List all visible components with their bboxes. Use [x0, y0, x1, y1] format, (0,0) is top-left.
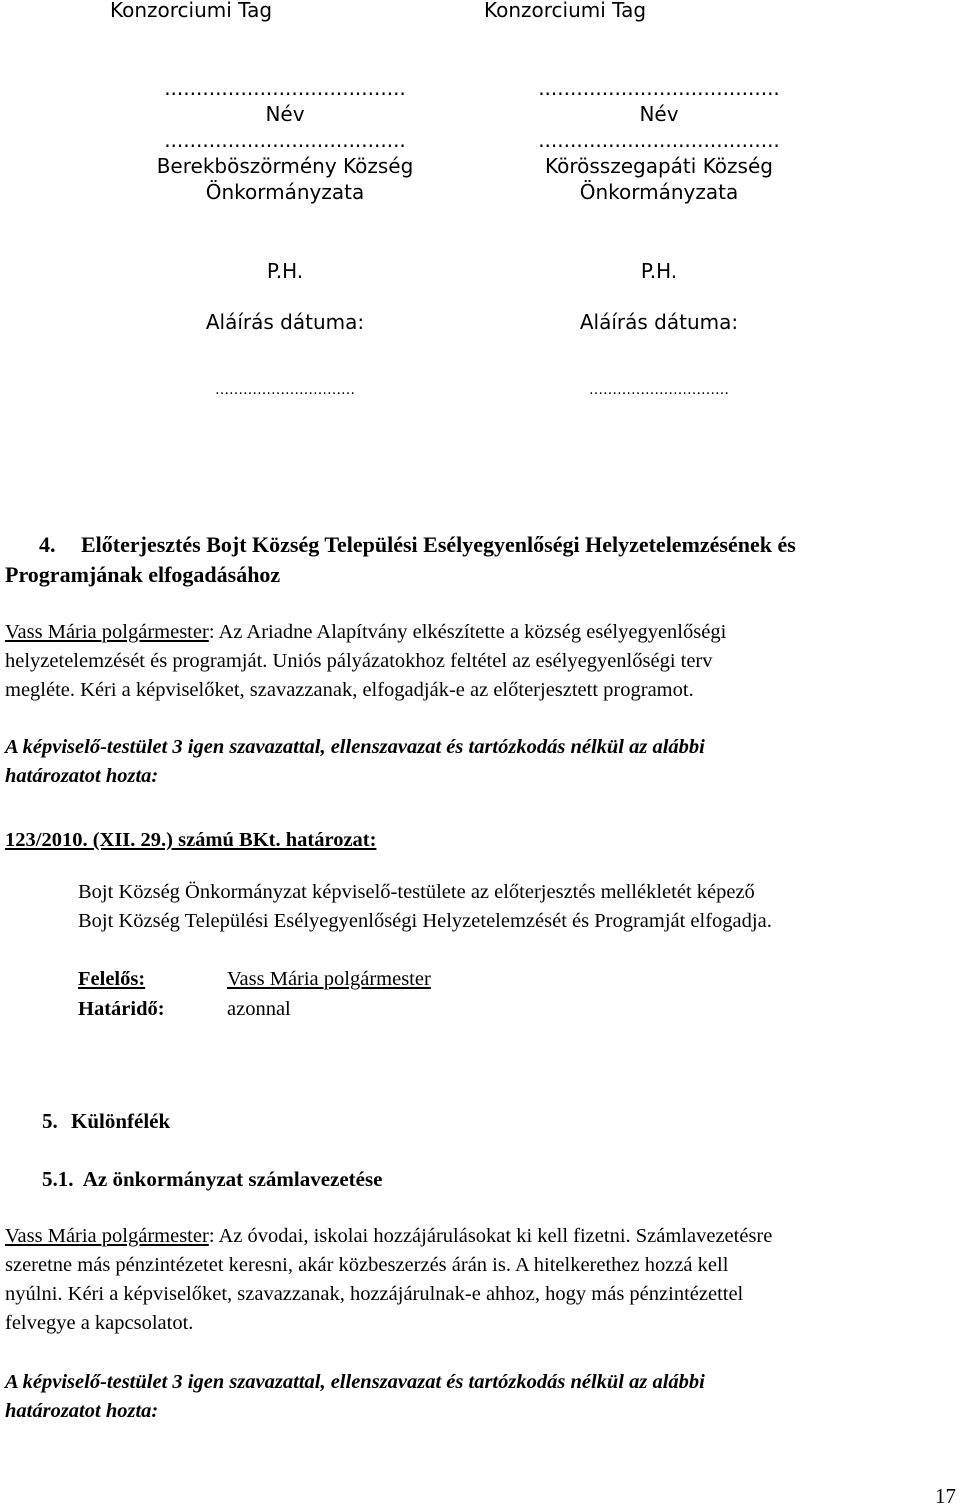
item5-speech-line4: felvegye a kapcsolatot. — [5, 1312, 194, 1334]
item5-number: 5. — [42, 1109, 58, 1133]
item4-vote-line1: A képviselő-testület 3 igen szavazattal, ellenszavazat és tartózkodás nélkül az alábbi — [5, 736, 705, 758]
signature-heading-left: Konzorciumi Tag — [110, 0, 273, 22]
item4-speech-line1: : Az Ariadne Alapítvány elkészítette a község esélyegyenlőségi — [208, 621, 727, 643]
item4-speech-line3: megléte. Kéri a képviselőket, szavazzanak, elfogadják-e az előterjesztett programot. — [5, 679, 694, 701]
signature-date-label: Aláírás dátuma: — [579, 310, 739, 334]
item5-1-title: Az önkormányzat számlavezetése — [82, 1167, 383, 1191]
item4-speech-line2: helyzetelemzését és programját. Uniós pályázatokhoz feltétel az esélyegyenlőségi terv — [5, 650, 713, 672]
item4-title-line2: Programjának elfogadásához — [5, 562, 281, 587]
org-dots: ...................................... — [164, 128, 406, 152]
page-number: 17 — [935, 1484, 956, 1508]
signature-date-label: Aláírás dátuma: — [205, 310, 365, 334]
org-name-line2: Önkormányzata — [205, 180, 365, 204]
deadline-value: azonnal — [227, 998, 291, 1020]
stamp-place: P.H. — [266, 259, 304, 283]
org-name-line2: Önkormányzata — [579, 180, 739, 204]
signature-date-dots: ………………………… — [589, 382, 729, 398]
item5-heading — [42, 1106, 170, 1136]
item4-vote-line2: határozatot hozta: — [5, 765, 159, 787]
item4-title-line1: Előterjesztés Bojt Község Települési Esélyegyenlőségi Helyzetelemzésének és — [81, 532, 796, 557]
name-dots: ...................................... — [164, 76, 406, 100]
item4-number: 4. — [39, 532, 56, 557]
responsible-label: Felelős: — [78, 968, 146, 990]
signature-block-left — [115, 75, 455, 403]
signature-date-dots: ………………………… — [215, 382, 355, 398]
org-name-line1: Körösszegapáti Község — [545, 154, 773, 178]
item4-speech — [5, 618, 955, 705]
signature-heading-right: Konzorciumi Tag — [484, 0, 647, 22]
item5-speech-line3: nyúlni. Kéri a képviselőket, szavazzanak, hozzájárulnak-e ahhoz, hogy más pénzintézettel — [5, 1283, 744, 1305]
item5-title: Különfélék — [71, 1109, 171, 1133]
item5-speaker: Vass Mária polgármester — [5, 1225, 209, 1247]
name-dots: ...................................... — [538, 76, 780, 100]
stamp-place: P.H. — [640, 259, 678, 283]
signature-block-right — [489, 75, 829, 403]
resolution-number: 123/2010. (XII. 29.) számú BKt. határozat: — [5, 829, 377, 851]
item5-speech-line2: szeretne más pénzintézetet keresni, akár közbeszerzés árán is. A hitelkerethez hozzá kell — [5, 1254, 729, 1276]
resolution-line2: Bojt Község Települési Esélyegyenlőségi Helyzetelemzését és Programját elfogadja. — [78, 910, 772, 932]
resolution-body — [78, 878, 958, 936]
responsibility-table — [78, 964, 431, 1024]
item4-vote — [5, 733, 955, 791]
item4-speaker: Vass Mária polgármester — [5, 621, 209, 643]
org-name-line1: Berekböszörmény Község — [156, 154, 414, 178]
resolution-line1: Bojt Község Önkormányzat képviselő-testülete az előterjesztés mellékletét képező — [78, 881, 755, 903]
item5-speech-line1: : Az óvodai, iskolai hozzájárulásokat ki kell fizetni. Számlavezetésre — [208, 1225, 773, 1247]
deadline-label: Határidő: — [78, 998, 165, 1020]
item5-1-heading — [42, 1164, 383, 1194]
item5-vote — [5, 1368, 955, 1426]
org-dots: ...................................... — [538, 128, 780, 152]
item5-speech — [5, 1222, 955, 1338]
item4-heading — [5, 530, 955, 590]
item5-vote-line1: A képviselő-testület 3 igen szavazattal, ellenszavazat és tartózkodás nélkül az alábbi — [5, 1371, 705, 1393]
name-label: Név — [639, 102, 679, 126]
responsible-value: Vass Mária polgármester — [227, 968, 431, 990]
item5-1-number: 5.1. — [42, 1167, 74, 1191]
item5-vote-line2: határozatot hozta: — [5, 1400, 159, 1422]
name-label: Név — [265, 102, 305, 126]
